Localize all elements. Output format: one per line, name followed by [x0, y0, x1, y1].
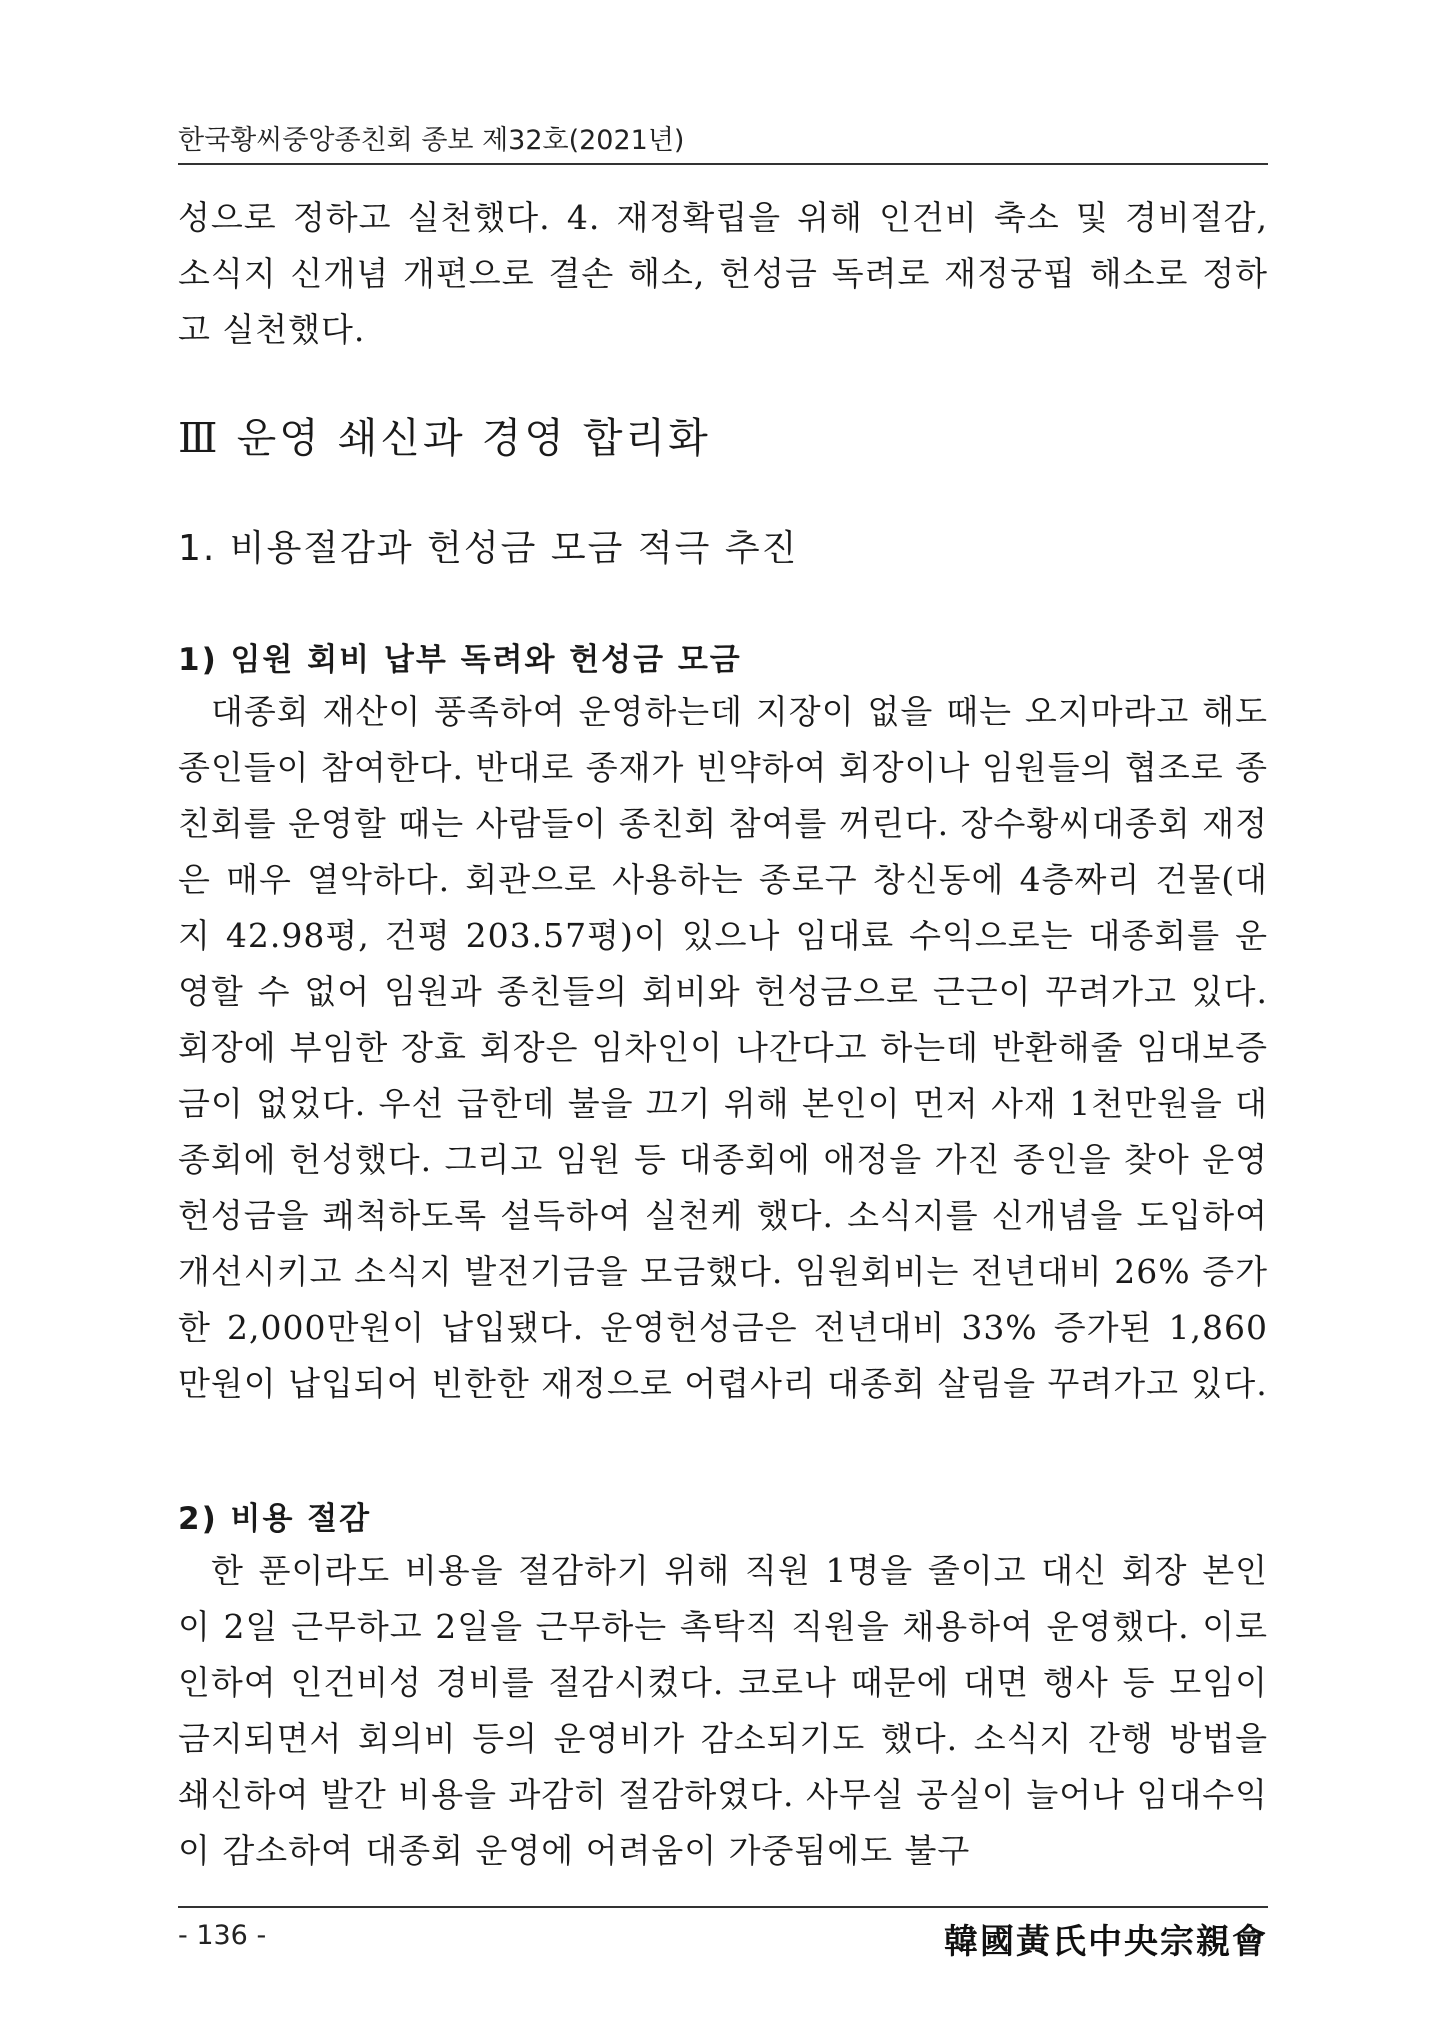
item-heading: 2) 비용 절감	[178, 1501, 372, 1537]
header-divider	[178, 163, 1268, 165]
footer-divider	[178, 1906, 1268, 1908]
intro-paragraph: 성으로 정하고 실천했다. 4. 재정확립을 위해 인건비 축소 및 경비절감, 소식지 신개념 개편으로 결손 해소, 헌성금 독려로 재정궁핍 해소로 정하고 실천했다.	[178, 198, 1268, 349]
page-number: - 136 -	[178, 1920, 267, 1951]
section-heading: Ⅲ 운영 쇄신과 경영 합리화	[178, 414, 711, 462]
item-membership-fees	[178, 636, 1268, 1412]
item-cost-reduction	[178, 1495, 1268, 1879]
running-header: 한국황씨중앙종친회 종보 제32호(2021년)	[178, 125, 685, 156]
organization-logo: 韓國黃氏中央宗親會	[944, 1922, 1268, 1962]
subsection-heading: 1. 비용절감과 헌성금 모금 적극 추진	[178, 528, 799, 569]
item-heading: 1) 임원 회비 납부 독려와 헌성금 모금	[178, 642, 742, 678]
item-paragraph: 한 푼이라도 비용을 절감하기 위해 직원 1명을 줄이고 대신 회장 본인이 2일 근무하고 2일을 근무하는 촉탁직 직원을 채용하여 운영했다. 이로 인하여 인건비성 경비를 절감시켰다. 코로나 때문에 대면 행사 등 모임이 금지되면서 회의비 등의 운영비가 감소되기도 했다. 소식지 간행 방법을 쇄신하여 발간 비용을 과감히 절감하였다. 사무실 공실이 늘어나 임대수익이 감소하여 대종회 운영에 어려움이 가중됨에도 불구	[178, 1551, 1268, 1870]
item-paragraph: 대종회 재산이 풍족하여 운영하는데 지장이 없을 때는 오지마라고 해도 종인들이 참여한다. 반대로 종재가 빈약하여 회장이나 임원들의 협조로 종친회를 운영할 때는 사람들이 종친회 참여를 꺼린다. 장수황씨대종회 재정은 매우 열악하다. 회관으로 사용하는 종로구 창신동에 4층짜리 건물(대지 42.98평, 건평 203.57평)이 있으나 임대료 수익으로는 대종회를 운영할 수 없어 임원과 종친들의 회비와 헌성금으로 근근이 꾸려가고 있다. 회장에 부임한 장효 회장은 임차인이 나간다고 하는데 반환해줄 임대보증금이 없었다. 우선 급한데 불을 끄기 위해 본인이 먼저 사재 1천만원을 대종회에 헌성했다. 그리고 임원 등 대종회에 애정을 가진 종인을 찾아 운영 헌성금을 쾌척하도록 설득하여 실천케 했다. 소식지를 신개념을 도입하여 개선시키고 소식지 발전기금을 모금했다. 임원회비는 전년대비 26% 증가한 2,000만원이 납입됐다. 운영헌성금은 전년대비 33% 증가된 1,860만원이 납입되어 빈한한 재정으로 어렵사리 대종회 살림을 꾸려가고 있다.	[178, 692, 1268, 1403]
